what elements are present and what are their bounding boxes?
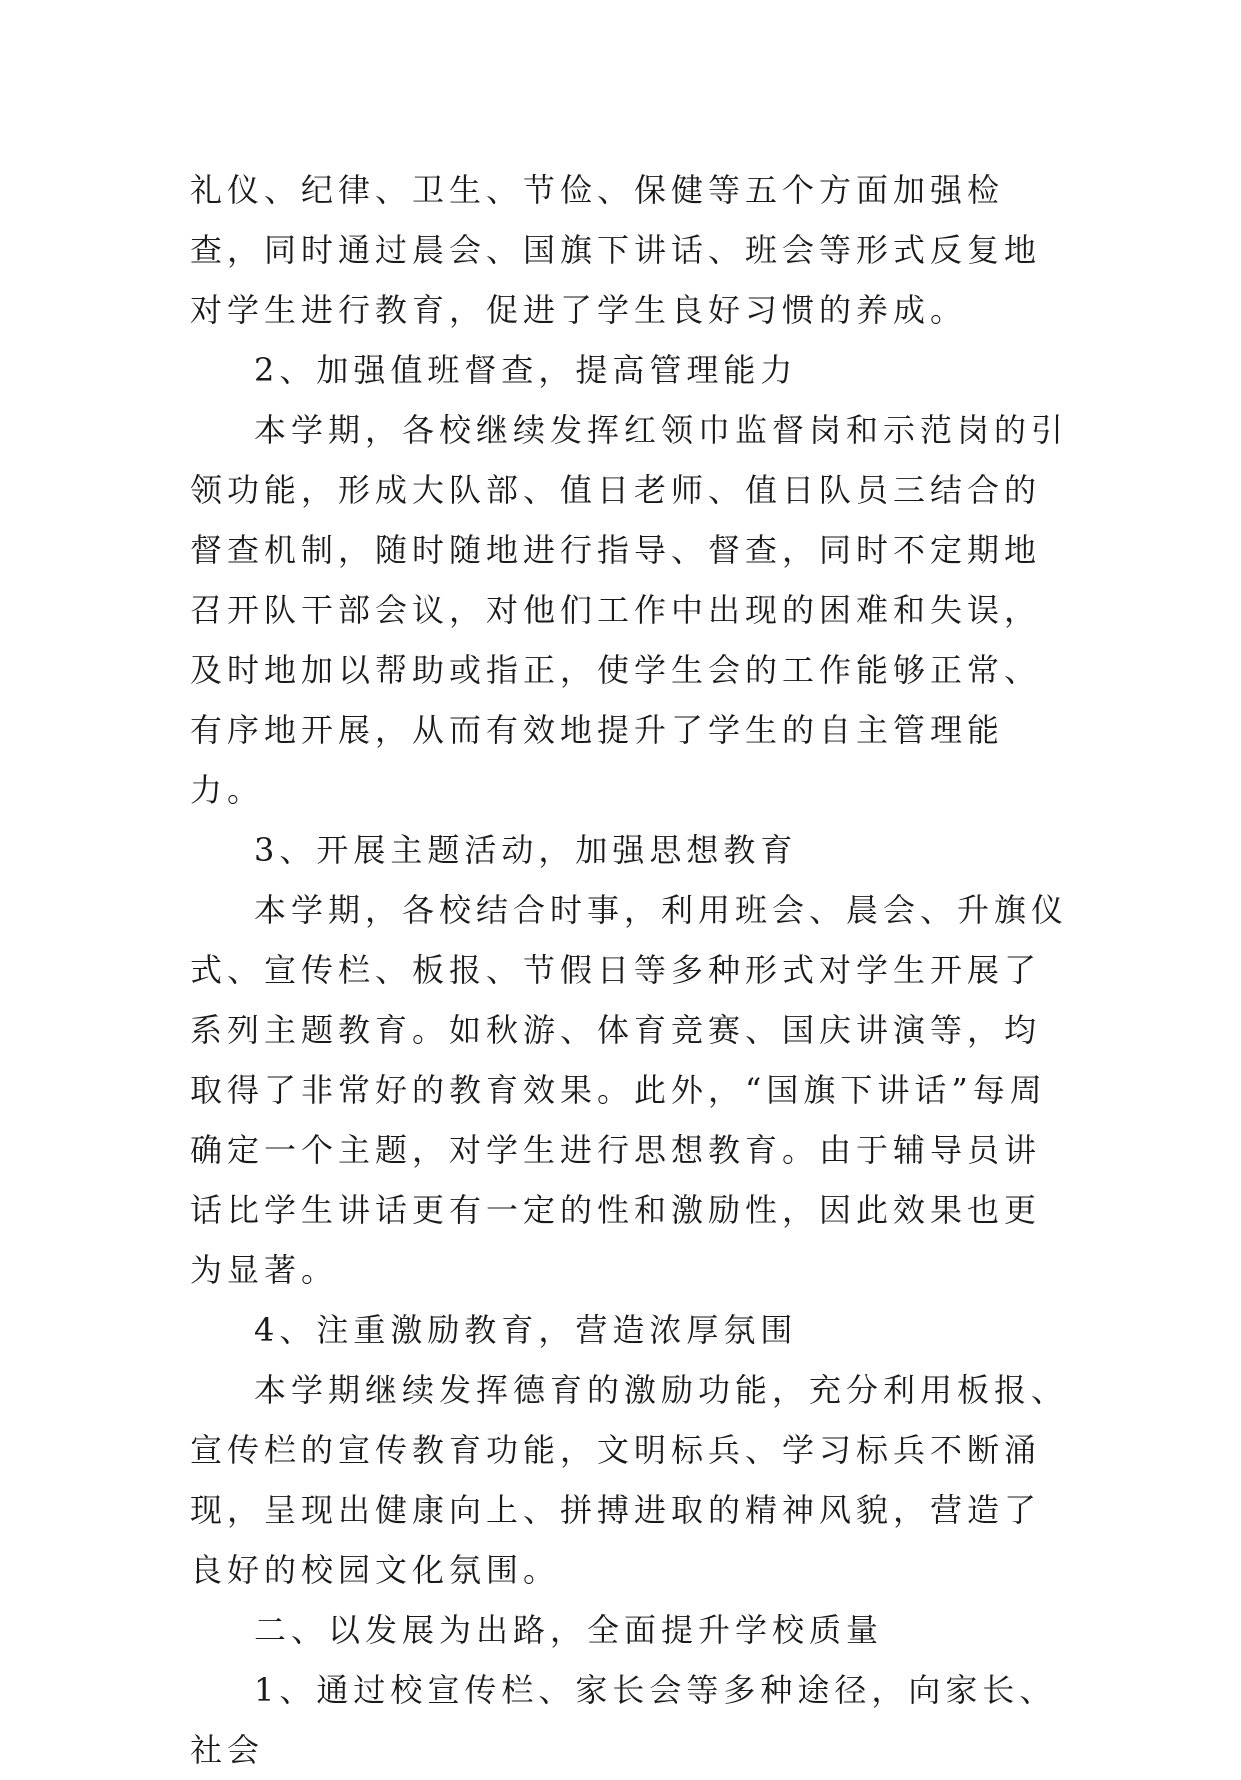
paragraph-duty-supervision: 本学期，各校继续发挥红领巾监督岗和示范岗的引领功能，形成大队部、值日老师、值日队员三结合的督查机制，随时随地进行指导、督查，同时不定期地召开队干部会议，对他们工作中出现的困难和失误，及时地加以帮助或指正，使学生会的工作能够正常、有序地开展，从而有效地提升了学生的自主管理能力。 xyxy=(190,411,1069,809)
heading-duty-supervision: 2、加强值班督查，提高管理能力 xyxy=(254,351,798,389)
heading-incentive-education: 4、注重激励教育，营造浓厚氛围 xyxy=(254,1311,798,1349)
heading-section-two: 二、以发展为出路，全面提升学校质量 xyxy=(254,1611,884,1649)
paragraph-publicity-channels: 1、通过校宣传栏、家长会等多种途径，向家长、社会 xyxy=(190,1671,1057,1769)
document-body xyxy=(190,160,1070,1780)
paragraph-theme-activities: 本学期，各校结合时事，利用班会、晨会、升旗仪式、宣传栏、板报、节假日等多种形式对学生开展了系列主题教育。如秋游、体育竞赛、国庆讲演等，均取得了非常好的教育效果。此外，“国旗下讲话”每周确定一个主题，对学生进行思想教育。由于辅导员讲话比学生讲话更有一定的性和激励性，因此效果也更为显著。 xyxy=(190,891,1069,1289)
heading-theme-activities: 3、开展主题活动，加强思想教育 xyxy=(254,831,798,869)
paragraph-habits-continued: 礼仪、纪律、卫生、节俭、保健等五个方面加强检查，同时通过晨会、国旗下讲话、班会等形式反复地对学生进行教育，促进了学生良好习惯的养成。 xyxy=(190,171,1042,329)
paragraph-incentive-education: 本学期继续发挥德育的激励功能，充分利用板报、宣传栏的宣传教育功能，文明标兵、学习标兵不断涌现，呈现出健康向上、拼搏进取的精神风貌，营造了良好的校园文化氛围。 xyxy=(190,1371,1069,1589)
